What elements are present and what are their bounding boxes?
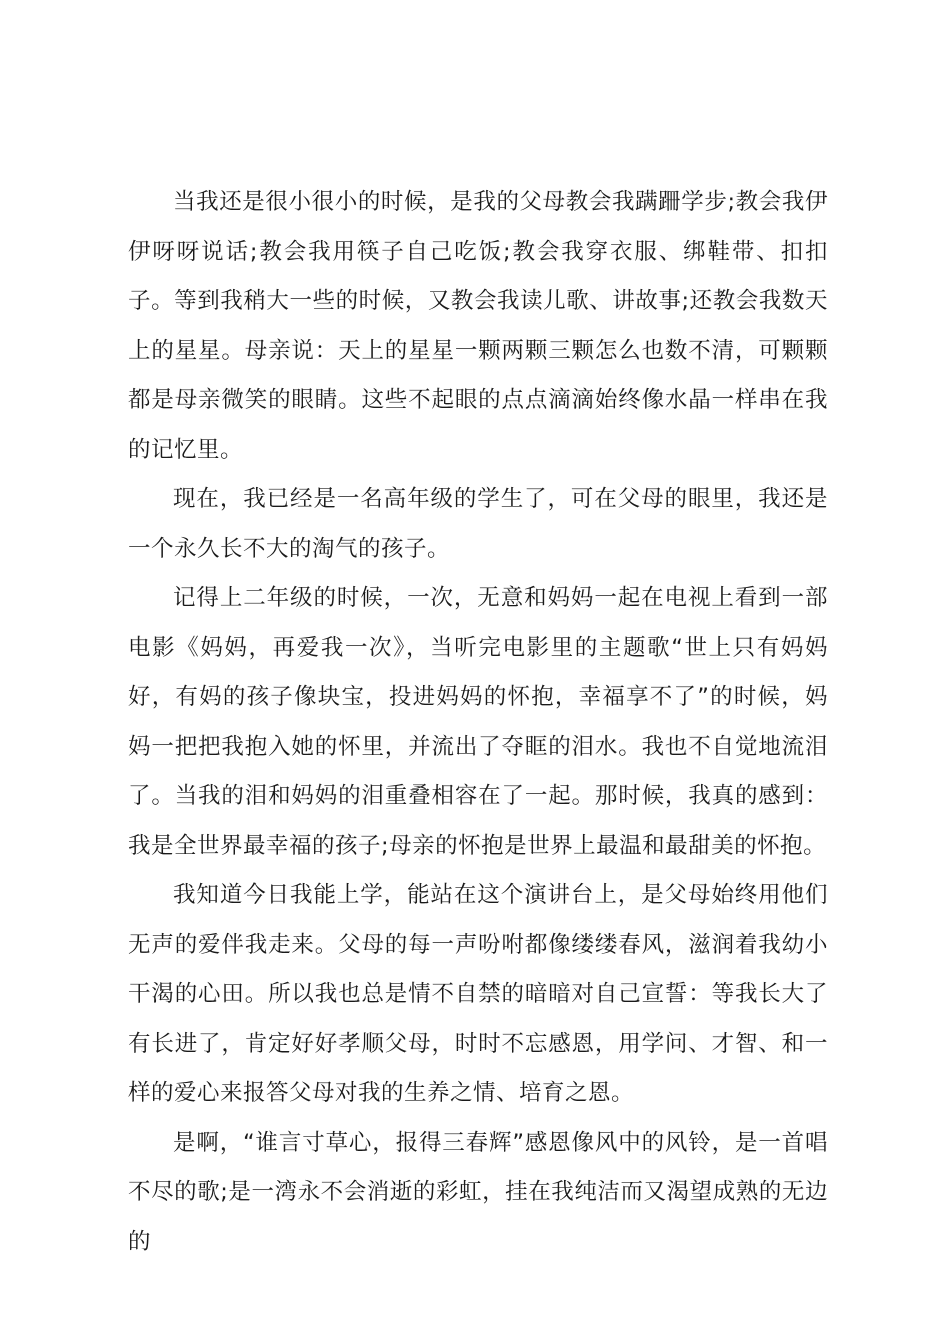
document-body xyxy=(128,178,828,1267)
paragraph-movie-memory: 记得上二年级的时候，一次，无意和妈妈一起在电视上看到一部电影《妈妈，再爱我一次》，当听完电影里的主题歌“世上只有妈妈好，有妈的孩子像块宝，投进妈妈的怀抱，幸福享不了”的时候，妈妈一把把我抱入她的怀里，并流出了夺眶的泪水。我也不自觉地流泪了。当我的泪和妈妈的泪重叠相容在了一起。那时候，我真的感到：我是全世界最幸福的孩子;母亲的怀抱是世界上最温和最甜美的怀抱。 xyxy=(128,585,828,859)
paragraph-now: 现在，我已经是一名高年级的学生了，可在父母的眼里，我还是一个永久长不大的淘气的孩子。 xyxy=(128,486,828,562)
paragraph-childhood: 当我还是很小很小的时候，是我的父母教会我蹒跚学步;教会我伊伊呀呀说话;教会我用筷子自己吃饭;教会我穿衣服、绑鞋带、扣扣子。等到我稍大一些的时候，又教会我读儿歌、讲故事;还教会我数天上的星星。母亲说：天上的星星一颗两颗三颗怎么也数不清，可颗颗都是母亲微笑的眼睛。这些不起眼的点点滴滴始终像水晶一样串在我的记忆里。 xyxy=(128,189,828,463)
paragraph-closing: 是啊，“谁言寸草心，报得三春辉”感恩像风中的风铃，是一首唱不尽的歌;是一湾永不会消逝的彩虹，挂在我纯洁而又渴望成熟的无边的 xyxy=(128,1129,828,1255)
paragraph-gratitude-vow: 我知道今日我能上学，能站在这个演讲台上，是父母始终用他们无声的爱伴我走来。父母的每一声吩咐都像缕缕春风，滋润着我幼小干渴的心田。所以我也总是情不自禁的暗暗对自己宣誓：等我长大了有长进了，肯定好好孝顺父母，时时不忘感恩，用学问、才智、和一样的爱心来报答父母对我的生养之情、培育之恩。 xyxy=(128,882,828,1106)
